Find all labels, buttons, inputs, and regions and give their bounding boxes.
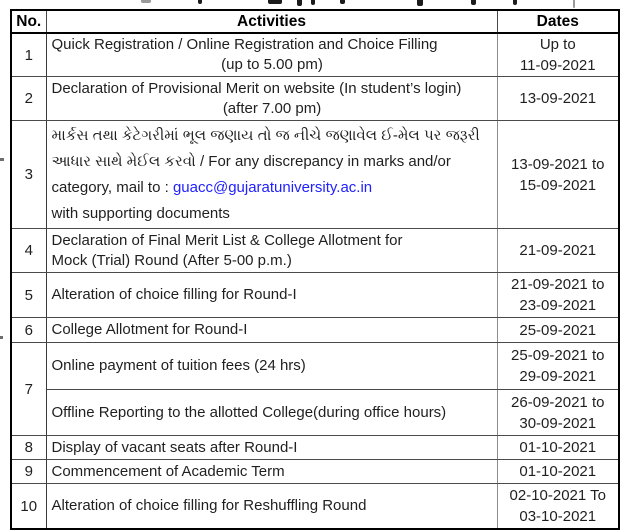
dates-cell	[497, 229, 619, 273]
date-line: 21-09-2021	[519, 242, 597, 259]
activity-line: (after 7.00 pm)	[222, 99, 322, 117]
row-number: 5	[11, 273, 46, 318]
date-line: 21-09-2021 to	[511, 276, 605, 293]
dates-cell	[497, 273, 619, 318]
table-row	[11, 460, 619, 484]
table-row	[11, 343, 619, 390]
cropped-title-fragment	[141, 0, 151, 3]
cropped-title-fragment	[297, 0, 302, 6]
activity-line: Alteration of choice filling for Reshuffling Round	[51, 497, 367, 514]
activity-line: College Allotment for Round-I	[51, 321, 248, 338]
cropped-title-fragment	[198, 0, 202, 4]
activity-cell	[46, 33, 497, 77]
table-row	[11, 318, 619, 343]
activity-line: Quick Registration / Online Registration and Choice Filling	[51, 36, 438, 53]
activity-cell	[46, 460, 497, 484]
date-line: 01-10-2021	[519, 439, 597, 456]
table-row	[11, 390, 619, 436]
activity-cell	[46, 121, 497, 229]
date-line: Up to	[539, 36, 576, 53]
activity-line: Display of vacant seats after Round-I	[51, 438, 298, 456]
row-number: 1	[11, 33, 46, 77]
activity-line: Online payment of tuition fees (24 hrs)	[51, 357, 306, 374]
dates-cell	[497, 436, 619, 460]
cropped-title-fragment	[311, 0, 315, 5]
activity-cell	[46, 390, 497, 436]
activity-line: Mock (Trial) Round (After 5-00 p.m.)	[51, 251, 292, 269]
dates-cell	[497, 77, 619, 121]
cropped-title-fragment	[513, 0, 517, 5]
date-line: 29-09-2021	[519, 368, 597, 385]
activity-line-gujarati: આધાર સાથે મેઈલ કરવો / For any discrepancy in marks and/or	[51, 152, 451, 170]
margin-mark	[0, 158, 4, 161]
margin-mark	[0, 336, 3, 339]
date-line: 23-09-2021	[519, 297, 597, 314]
dates-cell	[497, 484, 619, 530]
activity-cell	[46, 229, 497, 273]
table-row	[11, 229, 619, 273]
row-number: 4	[11, 229, 46, 273]
row-number: 2	[11, 77, 46, 121]
activity-line: (up to 5.00 pm)	[221, 56, 323, 73]
activity-cell	[46, 318, 497, 343]
dates-cell	[497, 343, 619, 390]
date-line: 02-10-2021 To	[509, 487, 606, 504]
email-link[interactable]: guacc@gujaratuniversity.ac.in	[172, 178, 373, 196]
mail-prefix-text: category, mail to :	[51, 178, 173, 196]
date-line: 25-09-2021 to	[511, 347, 605, 364]
date-line: 26-09-2021 to	[511, 393, 605, 411]
cropped-title-fragment	[268, 0, 282, 4]
activity-cell	[46, 343, 497, 390]
dates-cell	[497, 390, 619, 436]
table-row	[11, 484, 619, 530]
activity-cell	[46, 273, 497, 318]
activity-line-gujarati: માર્કસ તથા કેટેગરીમાં ભૂલ જણાય તો જ નીચે જણાવેલ ઈ-મેલ પર જરૂરી	[51, 126, 480, 144]
cropped-title-fragment	[471, 0, 476, 5]
activity-line	[52, 175, 493, 201]
activity-line: Declaration of Final Merit List & College Allotment for	[51, 231, 403, 249]
dates-cell	[497, 33, 619, 77]
table-row	[11, 121, 619, 229]
activity-line: Offline Reporting to the allotted College(during office hours)	[51, 403, 447, 421]
activity-line: with supporting documents	[51, 204, 230, 222]
date-line: 15-09-2021	[519, 176, 597, 194]
row-number: 9	[11, 460, 46, 484]
activity-cell	[46, 436, 497, 460]
date-line: 25-09-2021	[519, 321, 597, 339]
cropped-title-fragment	[340, 0, 345, 4]
row-number: 6	[11, 318, 46, 343]
table-row	[11, 436, 619, 460]
date-line: 11-09-2021	[519, 57, 596, 74]
table-row	[11, 77, 619, 121]
date-line: 13-09-2021	[519, 90, 597, 107]
activity-cell	[46, 77, 497, 121]
table-row	[11, 273, 619, 318]
cropped-title-fragment	[417, 0, 423, 6]
schedule-table	[10, 9, 620, 530]
col-header-dates: Dates	[497, 10, 619, 33]
dates-cell	[497, 460, 619, 484]
row-number: 8	[11, 436, 46, 460]
row-number: 3	[11, 121, 46, 229]
activity-line: Declaration of Provisional Merit on website (In student’s login)	[51, 79, 462, 97]
col-header-activities: Activities	[46, 10, 497, 33]
header-row	[11, 10, 619, 33]
activity-cell	[46, 484, 497, 530]
row-number: 10	[11, 484, 46, 530]
cropped-title-fragment	[573, 0, 575, 8]
date-line: 01-10-2021	[519, 463, 597, 480]
date-line: 13-09-2021 to	[511, 155, 605, 173]
activity-line: Alteration of choice filling for Round-I	[51, 286, 297, 303]
table-row	[11, 33, 619, 77]
row-number: 7	[11, 343, 46, 436]
dates-cell	[497, 318, 619, 343]
date-line: 03-10-2021	[519, 508, 597, 525]
activity-line: Commencement of Academic Term	[51, 462, 285, 480]
dates-cell	[497, 121, 619, 229]
date-line: 30-09-2021	[519, 414, 597, 432]
col-header-no: No.	[11, 10, 46, 33]
